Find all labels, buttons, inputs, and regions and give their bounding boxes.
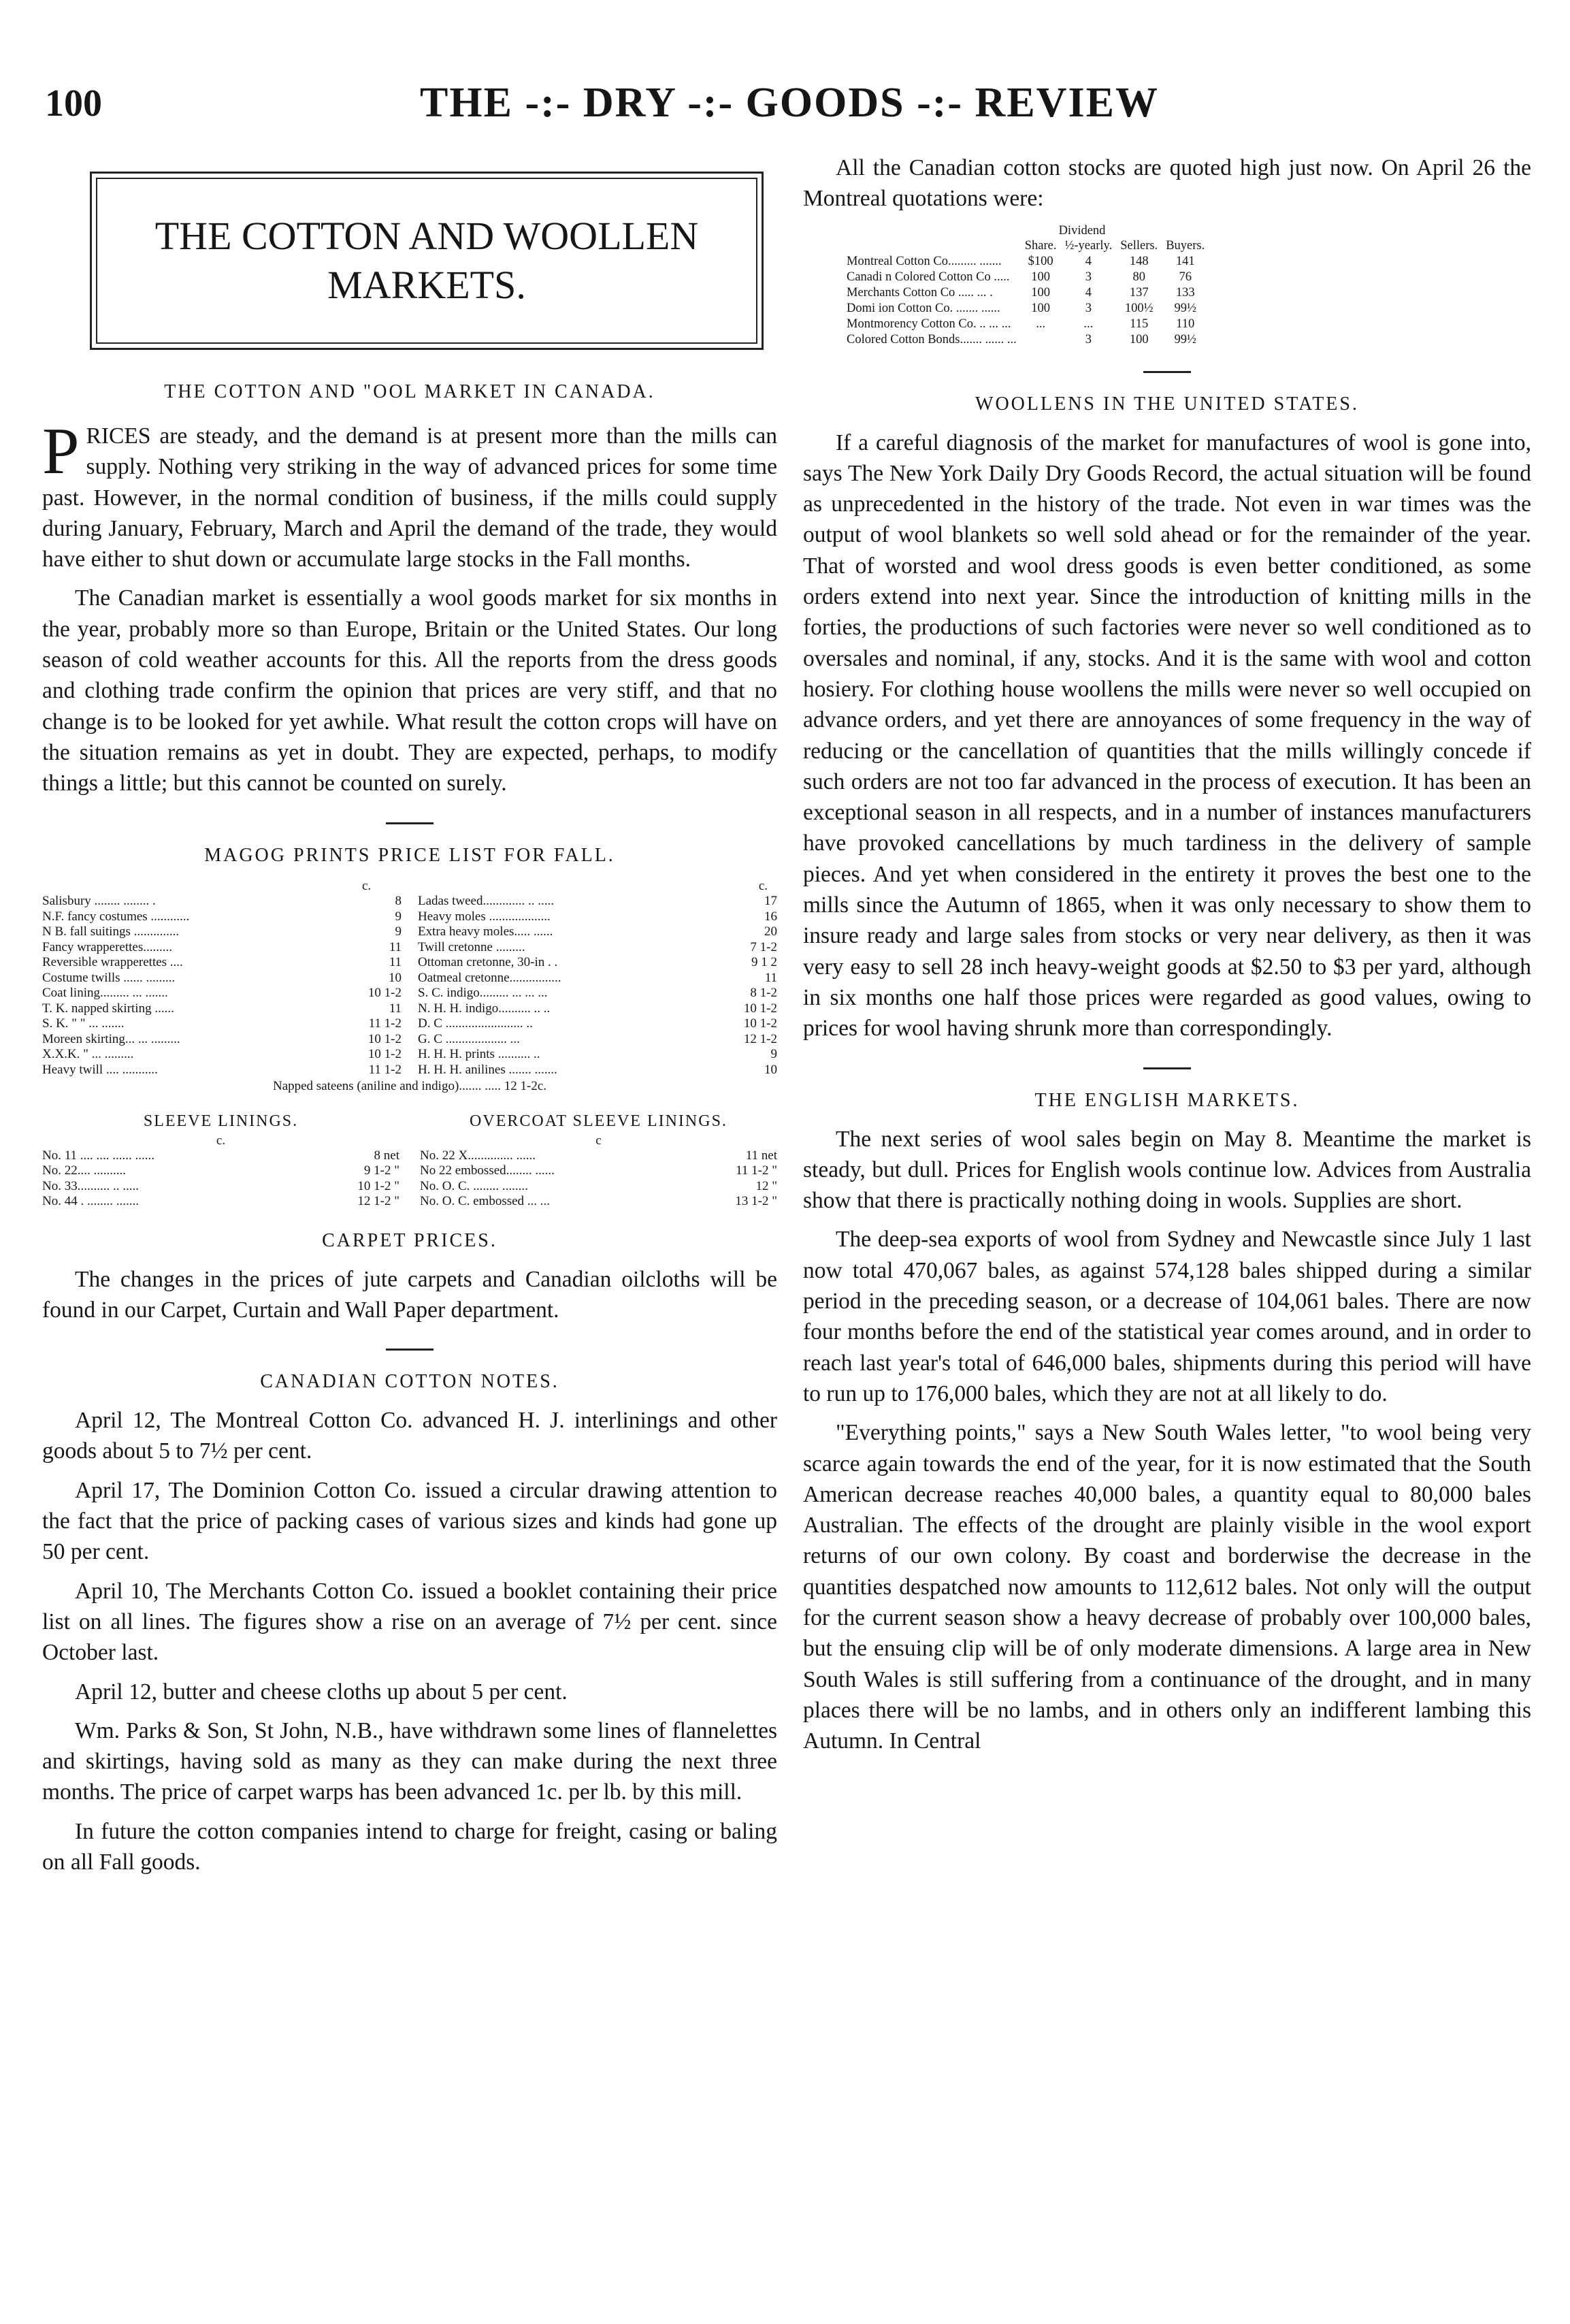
item-price: 10 1-2 — [367, 1031, 402, 1046]
value-cell: 137 — [1129, 285, 1149, 300]
column-header: ½-yearly. — [1064, 238, 1113, 253]
price-list-row — [42, 955, 402, 971]
item-price: 9 1 2 — [751, 955, 777, 970]
price-list-row — [42, 894, 402, 909]
right-column — [803, 152, 1531, 1764]
note-paragraph: April 10, The Merchants Cotton Co. issued a booklet containing their price list on all lines. The figures show a rise on an average of 7½ per cent. since October last. — [42, 1578, 777, 1666]
item-name: Heavy moles ................... — [418, 909, 551, 924]
section-heading-cotton-notes: CANADIAN COTTON NOTES. — [260, 1371, 559, 1393]
value-cell: 110 — [1176, 317, 1195, 331]
unit-label: c — [595, 1133, 602, 1148]
value-cell: 148 — [1129, 254, 1149, 268]
item-price: 11 — [389, 1001, 402, 1016]
item-name: N.F. fancy costumes ............ — [42, 909, 190, 924]
item-name: Reversible wrapperettes .... — [42, 955, 183, 970]
price-list-row — [418, 986, 777, 1001]
price-list-row — [418, 1032, 777, 1048]
paragraph: The changes in the prices of jute carpets and Canadian oilcloths will be found in our Carpet, Curtain and Wall Paper department. — [42, 1266, 777, 1323]
item-price: 11 1-2 — [368, 1062, 402, 1077]
item-price: 9 — [395, 909, 402, 924]
item-price: 11 1-2 " — [736, 1163, 777, 1178]
value-cell: 4 — [1085, 285, 1092, 300]
item-name: S. C. indigo......... ... ... ... — [418, 986, 548, 1001]
item-price: 10 1-2 " — [357, 1178, 399, 1193]
overcoat-linings-heading: OVERCOAT SLEEVE LININGS. — [470, 1112, 727, 1130]
linings — [42, 1112, 777, 1210]
article-title: THE COTTON AND WOOLLEN MARKETS. — [96, 178, 757, 344]
item-price: 8 net — [374, 1148, 399, 1163]
item-price: 12 " — [755, 1178, 777, 1193]
value-cell: 99½ — [1174, 332, 1196, 346]
item-name: No. 33.......... .. ..... — [42, 1178, 139, 1193]
column-header: Sellers. — [1120, 238, 1158, 253]
item-price: 13 1-2 " — [735, 1194, 777, 1209]
section-heading-price-list: MAGOG PRINTS PRICE LIST FOR FALL. — [204, 844, 615, 866]
price-list-row — [418, 924, 777, 940]
item-price: 9 — [770, 1047, 777, 1062]
value-cell: $100 — [1028, 254, 1053, 268]
paragraph: The deep-sea exports of wool from Sydney and Newcastle since July 1 last now total 470,067 bales, as against 574,128 bales shipped during a similar period in the preceding season, or a decrease of 104,061 bales. There are now four months before the end of the statistical year comes around, and in order to reach last year's total of 646,000 bales, shipments during this period will have to run up to 176,000 bales, which they are not at all likely to do. — [803, 1227, 1531, 1406]
unit-label: c. — [758, 878, 768, 893]
paragraph: "Everything points," says a New South Wales letter, "to wool being very scarce again towards the end of the year, for it is now estimated that the South American decrease reaches 40,000 bales, a quantity equal to 80,000 bales Australian. The effects of the drought are plainly visible in the wool export returns of our own colony. By coast and borderwise the decrease in the quantities despatched now amounts to 112,612 bales. Not only will the output for the current season show a heavy decrease of probably over 100,000 bales, but the ensuing clip will be of only moderate dimensions. A large area in New South Wales is still suffering from a continuance of the drought, and in many places there will be no lambs, and in others only an indifferent lambing this Autumn. In Central — [803, 1420, 1531, 1754]
item-name: Oatmeal cretonne................ — [418, 970, 561, 985]
item-price: 12 1-2 — [743, 1031, 777, 1046]
value-cell: 99½ — [1174, 301, 1196, 315]
item-name: No 22 embossed........ ...... — [420, 1163, 555, 1178]
item-name: Ottoman cretonne, 30-in . . — [418, 955, 558, 970]
item-price: 16 — [764, 909, 777, 924]
item-price: 8 — [395, 894, 402, 909]
price-list-right — [418, 894, 777, 1078]
divider-rule — [1143, 371, 1191, 373]
item-name: Ladas tweed............. .. ..... — [418, 894, 554, 909]
lining-row — [420, 1148, 777, 1164]
item-name: Costume twills ...... ......... — [42, 970, 176, 985]
item-price: 10 1-2 — [743, 1016, 777, 1031]
item-price: 9 — [395, 924, 402, 939]
note-paragraph: Wm. Parks & Son, St John, N.B., have withdrawn some lines of flannelettes and skirtings, having sold as many as they can make during the next three months. The price of carpet warps has been advanced 1c. per lb. by this mill. — [42, 1717, 777, 1805]
table-row — [843, 285, 1209, 301]
unit-label: c. — [216, 1133, 226, 1148]
item-name: No. O. C. ........ ........ — [420, 1178, 528, 1193]
item-name: T. K. napped skirting ...... — [42, 1001, 174, 1016]
company-cell: Montmorency Cotton Co. .. ... ... — [847, 317, 1011, 331]
item-name: No. 22 X.............. ...... — [420, 1148, 536, 1163]
note-paragraph: April 12, The Montreal Cotton Co. advanced H. J. interlinings and other goods about 5 to 7½ per cent. — [42, 1408, 777, 1464]
price-list-row — [418, 940, 777, 956]
item-name: Salisbury ........ ........ . — [42, 894, 156, 909]
price-list-row — [418, 971, 777, 986]
price-list-row — [42, 1032, 402, 1048]
unit-label: c. — [362, 878, 372, 893]
sleeve-linings — [42, 1112, 399, 1210]
value-cell: 76 — [1179, 270, 1192, 284]
item-price: 10 — [764, 1062, 777, 1077]
lining-row — [420, 1194, 777, 1210]
company-cell: Domi ion Cotton Co. ....... ...... — [847, 301, 1000, 315]
item-price: 11 net — [745, 1148, 777, 1163]
item-price: 11 — [764, 970, 777, 985]
item-name: No. 44 . ........ ....... — [42, 1194, 139, 1209]
company-cell: Merchants Cotton Co ..... ... . — [847, 285, 993, 300]
left-column — [42, 152, 777, 1886]
item-name: N B. fall suitings .............. — [42, 924, 180, 939]
value-cell: 3 — [1085, 332, 1092, 346]
item-name: No. 11 .... .... ...... ...... — [42, 1148, 155, 1163]
price-list — [42, 879, 777, 1095]
value-cell: 80 — [1132, 270, 1145, 284]
company-cell: Montreal Cotton Co......... ....... — [847, 254, 1002, 268]
lining-row — [42, 1194, 399, 1210]
item-name: No. O. C. embossed ... ... — [420, 1194, 551, 1209]
price-list-row — [418, 894, 777, 909]
price-list-row — [42, 1063, 402, 1078]
company-cell: Canadi n Colored Cotton Co ..... — [847, 270, 1010, 284]
item-name: Moreen skirting... ... ......... — [42, 1031, 180, 1046]
paragraph: The Canadian market is essentially a wool goods market for six months in the year, probably more so than Europe, Britain or the United States. Our long season of cold weather accounts for this. All the reports from the dress goods and clothing trade confirm the opinion that prices are very stiff, and that no change is to be looked for yet awhile. What result the cotton crops will have on the situation remains as yet in doubt. They are expected, perhaps, to modify things a little; but this cannot be counted on surely. — [42, 585, 777, 796]
lining-row — [420, 1163, 777, 1179]
section-heading-carpet: CARPET PRICES. — [322, 1229, 497, 1251]
price-list-row — [418, 909, 777, 925]
item-price: 11 1-2 — [368, 1016, 402, 1031]
item-price: 10 1-2 — [367, 1047, 402, 1062]
item-name: D. C ........................ .. — [418, 1016, 533, 1031]
paragraph — [42, 415, 777, 575]
item-price: 11 — [389, 939, 402, 954]
note-paragraph: April 12, butter and cheese cloths up about 5 per cent. — [75, 1679, 568, 1705]
lining-row — [420, 1179, 777, 1195]
divider-rule — [1143, 1067, 1191, 1069]
lining-row — [42, 1179, 399, 1195]
column-header — [843, 238, 1021, 254]
value-cell: 100 — [1129, 332, 1149, 346]
dividend-label: Dividend — [1058, 223, 1106, 238]
company-cell: Colored Cotton Bonds....... ...... ... — [847, 332, 1017, 346]
drop-cap: P — [42, 415, 80, 488]
paragraph-text: RICES are steady, and the demand is at present more than the mills can supply. Nothing very striking in the way of advanced prices for some time past. However, in the normal condition of business, if the mills could supply during January, February, March and April the demand of the trade, they would have either to shut down or accumulate large stocks in the Fall months. — [42, 423, 777, 572]
column-header: Buyers. — [1166, 238, 1205, 253]
section-heading-woollens-us: WOOLLENS IN THE UNITED STATES. — [975, 393, 1359, 415]
item-name: Heavy twill .... ........... — [42, 1062, 158, 1077]
price-list-row — [42, 924, 402, 940]
item-price: 8 1-2 — [750, 986, 777, 1001]
price-list-footnote: Napped sateens (aniline and indigo)....... ..... 12 1-2c. — [272, 1079, 547, 1094]
item-name: G. C ................... ... — [418, 1031, 520, 1046]
table-row — [843, 270, 1209, 285]
lining-row — [42, 1163, 399, 1179]
price-list-row — [42, 971, 402, 986]
price-list-row — [42, 940, 402, 956]
item-name: Fancy wrapperettes......... — [42, 939, 172, 954]
item-name: X.X.K. " ... ......... — [42, 1047, 134, 1062]
item-price: 20 — [764, 924, 777, 939]
value-cell: 133 — [1175, 285, 1195, 300]
item-price: 10 1-2 — [743, 1001, 777, 1016]
table-row — [843, 301, 1209, 317]
item-name: Twill cretonne ......... — [418, 939, 525, 954]
note-paragraph: April 17, The Dominion Cotton Co. issued a circular drawing attention to the fact that the price of packing cases of various sizes and kinds had gone up 50 per cent. — [42, 1477, 777, 1565]
page-number: 100 — [45, 82, 102, 125]
value-cell: 141 — [1175, 254, 1195, 268]
table-row — [843, 332, 1209, 348]
note-paragraph: In future the cotton companies intend to charge for freight, casing or baling on all Fall goods. — [42, 1818, 777, 1875]
price-list-row — [418, 1001, 777, 1017]
overcoat-sleeve-linings — [420, 1112, 777, 1210]
paragraph: If a careful diagnosis of the market for manufactures of wool is gone into, says The New York Daily Dry Goods Record, the actual situation will be found as unprecedented in the history of the trade. Not even in war times was the output of wool blankets so well sold ahead or for the remainder of the year. That of worsted and wool dress goods is even better conditioned, as some orders extend into next year. Since the introduction of knitting mills in the forties, the productions of such factories were never so well conditioned as to oversales and nominal, if any, stocks. And it is the same with wool and cotton hosiery. For clothing house woollens the mills were never so well occupied on advance orders, and yet there are annoyances of some frequency in the way of reducing or the cancellation of quantities that the mills willingly concede if such orders are not too far advanced in the process of execution. It has been an exceptional season in all respects, and in a number of instances manufacturers have provoked cancellations by much tardiness in the delivery of sample pieces. And yet when considered in the entirety it proves the best one to the mills since the Autumn of 1865, when it was only necessary to show them to insure ready and large sales from stocks or very near delivery, as then it was very easy to sell 28 inch heavy-weight goods at $2.50 to $3 per yard, although in six months one half those prices were regarded as good values, owing to prices for wool having shrunk more than correspondingly. — [803, 430, 1531, 1042]
value-cell — [1021, 332, 1061, 348]
lining-row — [42, 1148, 399, 1164]
quotations-table — [843, 238, 1209, 348]
value-cell: 115 — [1130, 317, 1149, 331]
item-name: No. 22.... .......... — [42, 1163, 126, 1178]
item-price: 12 1-2 " — [357, 1194, 399, 1209]
column-header: Share. — [1024, 238, 1057, 253]
item-name: Coat lining......... ... ....... — [42, 986, 168, 1001]
price-list-row — [418, 1063, 777, 1078]
value-cell: 100 — [1031, 301, 1051, 315]
value-cell: ... — [1083, 317, 1094, 331]
item-price: 9 1-2 " — [363, 1163, 399, 1178]
value-cell: 100½ — [1124, 301, 1154, 315]
item-price: 10 1-2 — [367, 986, 402, 1001]
price-list-row — [418, 1047, 777, 1063]
price-list-row — [42, 1001, 402, 1017]
price-list-row — [42, 1047, 402, 1063]
item-name: S. K. " " ... ....... — [42, 1016, 125, 1031]
price-list-row — [42, 986, 402, 1001]
table-row — [843, 254, 1209, 270]
item-name: Extra heavy moles..... ...... — [418, 924, 553, 939]
table-header-row — [843, 238, 1209, 254]
price-list-row — [42, 909, 402, 925]
price-list-row — [42, 1016, 402, 1032]
section-heading-cotton-wool-canada: THE COTTON AND "OOL MARKET IN CANADA. — [164, 381, 655, 402]
value-cell: 100 — [1031, 285, 1051, 300]
title-box — [90, 172, 764, 350]
item-price: 10 — [389, 970, 402, 985]
item-name: H. H. H. prints .......... .. — [418, 1047, 540, 1062]
value-cell: 3 — [1085, 270, 1092, 284]
paragraph: The next series of wool sales begin on May 8. Meantime the market is steady, but dull. Prices for English wools continue low. Advices from Australia show that there is practically nothing doing in wools. Supplies are short. — [803, 1126, 1531, 1214]
value-cell: 100 — [1031, 270, 1051, 284]
item-name: H. H. H. anilines ....... ....... — [418, 1062, 557, 1077]
item-price: 17 — [764, 894, 777, 909]
price-list-row — [418, 955, 777, 971]
section-heading-english-markets: THE ENGLISH MARKETS. — [1034, 1089, 1300, 1111]
divider-rule — [386, 822, 434, 824]
value-cell: 4 — [1085, 254, 1092, 268]
running-head: THE -:- DRY -:- GOODS -:- REVIEW — [420, 80, 1159, 126]
value-cell: ... — [1036, 317, 1046, 331]
item-price: 11 — [389, 955, 402, 970]
sleeve-linings-heading: SLEEVE LININGS. — [143, 1112, 299, 1130]
item-price: 7 1-2 — [750, 939, 777, 954]
price-list-row — [418, 1016, 777, 1032]
table-row — [843, 317, 1209, 332]
price-list-units — [42, 879, 777, 894]
item-name: N. H. H. indigo.......... .. .. — [418, 1001, 551, 1016]
divider-rule — [386, 1349, 434, 1351]
value-cell: 3 — [1085, 301, 1092, 315]
paragraph: All the Canadian cotton stocks are quoted high just now. On April 26 the Montreal quotations were: — [803, 155, 1531, 212]
price-list-left — [42, 894, 402, 1078]
